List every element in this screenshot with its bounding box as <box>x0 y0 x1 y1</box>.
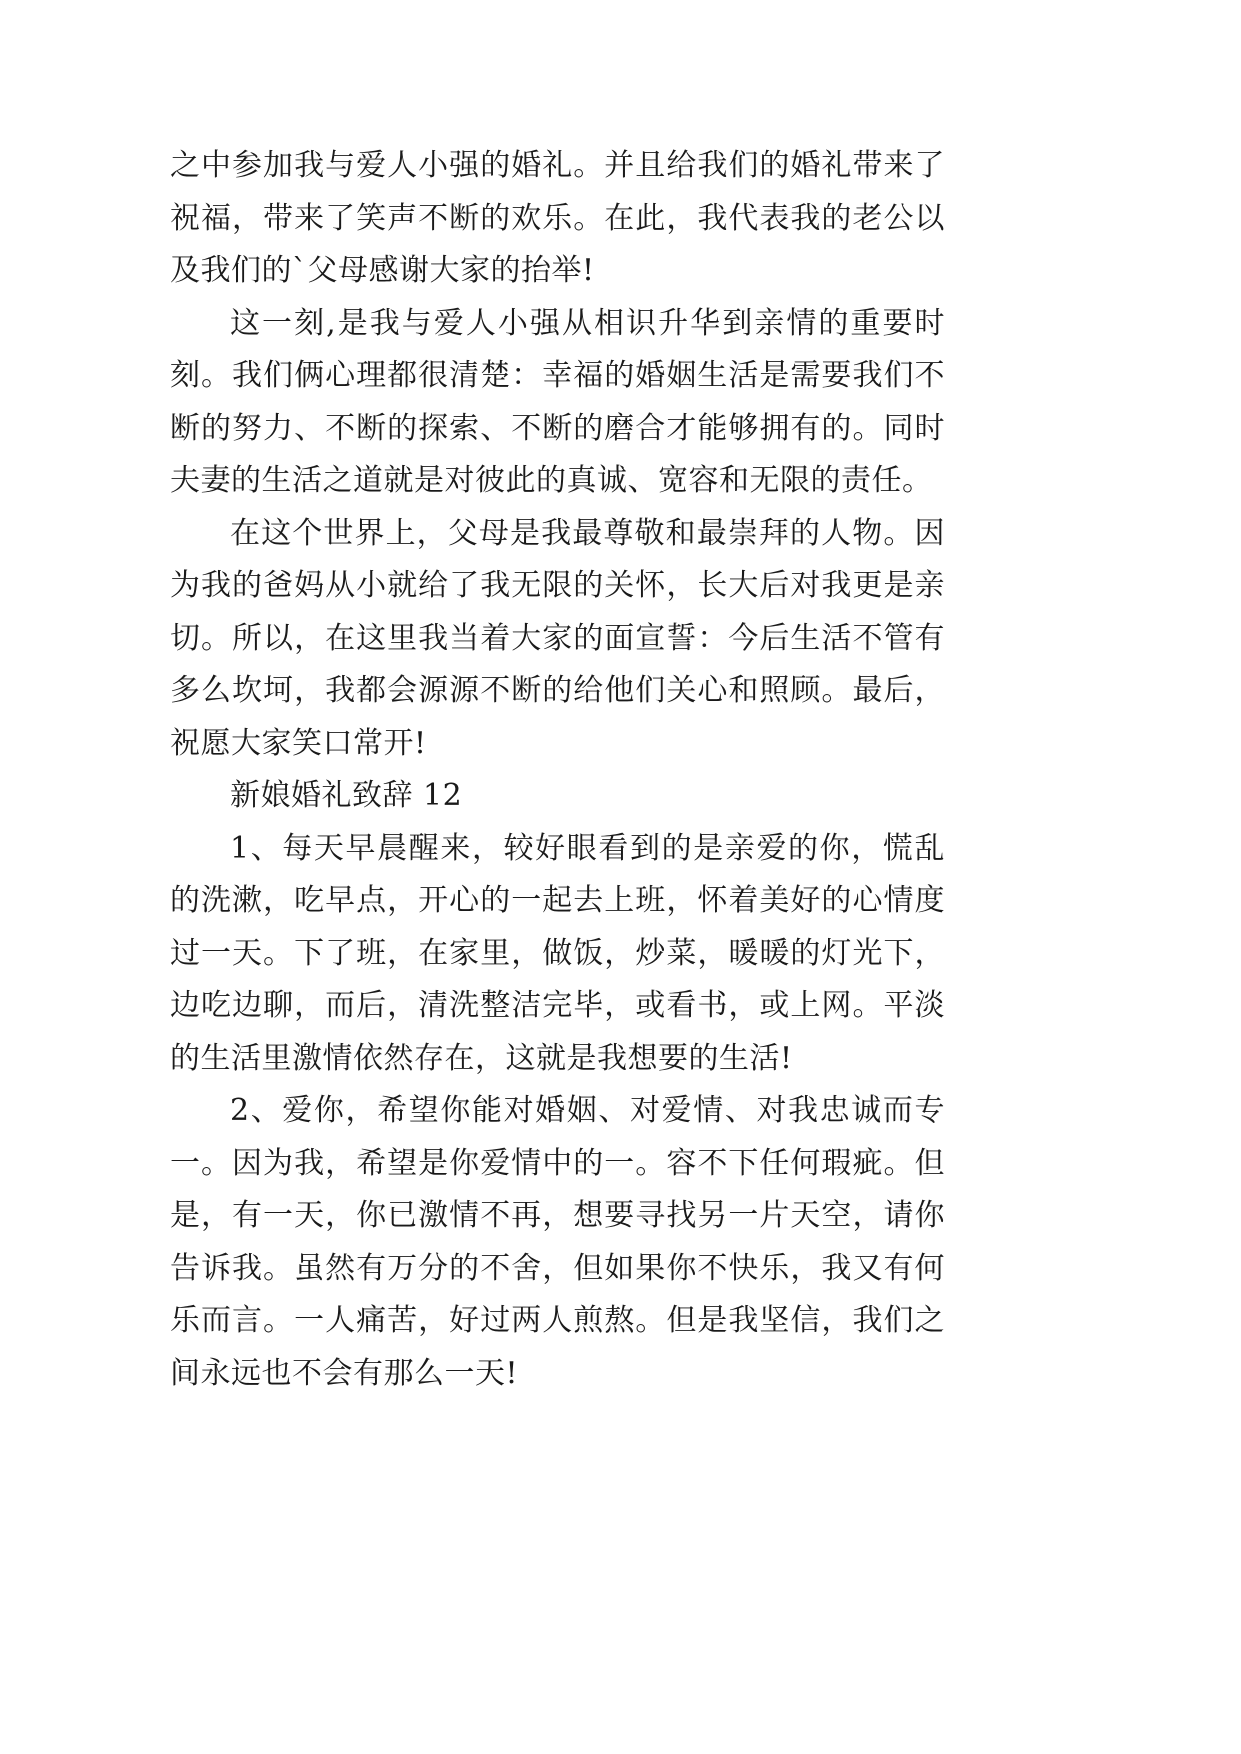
paragraph: 这一刻,是我与爱人小强从相识升华到亲情的重要时刻。我们俩心理都很清楚：幸福的婚姻生活是需要我们不断的努力、不断的探索、不断的磨合才能够拥有的。同时夫妻的生活之道就是对彼此的真诚、宽容和无限的责任。 <box>170 305 945 498</box>
paragraph-continuation: 之中参加我与爱人小强的婚礼。并且给我们的婚礼带来了祝福，带来了笑声不断的欢乐。在此，我代表我的老公以及我们的`父母感谢大家的抬举! <box>170 148 945 288</box>
section-heading: 新娘婚礼致辞 12 <box>230 778 463 813</box>
paragraph: 1、每天早晨醒来，较好眼看到的是亲爱的你，慌乱的洗漱，吃早点，开心的一起去上班，怀着美好的心情度过一天。下了班，在家里，做饭，炒菜，暖暖的灯光下，边吃边聊，而后，清洗整洁完毕，或看书，或上网。平淡的生活里激情依然存在，这就是我想要的生活! <box>170 830 945 1076</box>
paragraph: 在这个世界上，父母是我最尊敬和最崇拜的人物。因为我的爸妈从小就给了我无限的关怀，长大后对我更是亲切。所以，在这里我当着大家的面宣誓：今后生活不管有多么坎坷，我都会源源不断的给他们关心和照顾。最后，祝愿大家笑口常开! <box>170 515 945 761</box>
paragraph: 2、爱你，希望你能对婚姻、对爱情、对我忠诚而专一。因为我，希望是你爱情中的一。容不下任何瑕疵。但是，有一天，你已激情不再，想要寻找另一片天空，请你告诉我。虽然有万分的不舍，但如果你不快乐，我又有何乐而言。一人痛苦，好过两人煎熬。但是我坚信，我们之间永远也不会有那么一天! <box>170 1093 945 1391</box>
document-body <box>170 140 945 1400</box>
